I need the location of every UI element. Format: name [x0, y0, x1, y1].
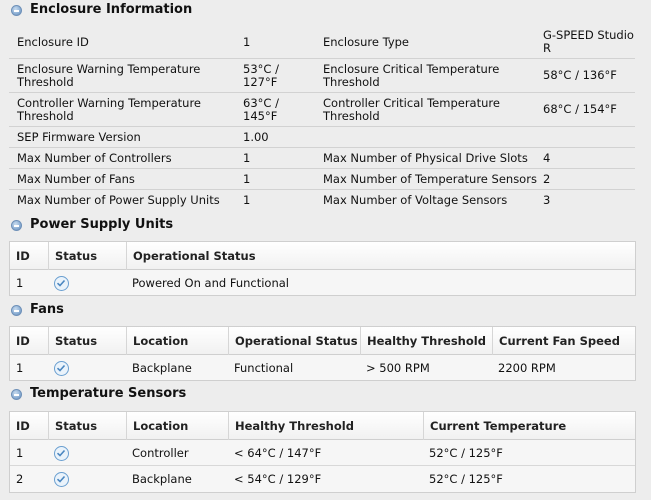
cell-location: Backplane — [132, 361, 192, 375]
info-label: Controller Critical Temperature Threshold — [323, 95, 500, 123]
section-title: Power Supply Units — [30, 217, 174, 232]
info-row — [9, 190, 635, 211]
info-value: 1 — [243, 193, 251, 207]
column-header[interactable]: Status — [48, 242, 126, 270]
cell-healthy-threshold: < 54°C / 129°F — [234, 472, 322, 486]
info-value — [543, 127, 635, 147]
column-header[interactable]: Status — [48, 327, 126, 355]
info-label: Enclosure Critical Temperature Threshold — [323, 61, 500, 89]
cell-status — [48, 466, 126, 492]
column-header[interactable]: Operational Status — [228, 327, 360, 355]
cell-status — [48, 270, 126, 296]
section-fans[interactable] — [0, 300, 651, 322]
table-header — [10, 327, 635, 355]
table-row[interactable] — [10, 270, 635, 296]
info-value: 68°C / 154°F — [543, 102, 617, 116]
check-circle-icon — [54, 472, 69, 487]
info-row — [9, 127, 635, 148]
cell-id: 1 — [16, 276, 24, 290]
psu-table — [9, 241, 636, 296]
info-label: Enclosure Type — [323, 34, 410, 49]
column-header[interactable]: Location — [126, 412, 228, 440]
info-row — [9, 148, 635, 169]
section-title: Enclosure Information — [30, 2, 193, 17]
info-value: 4 — [543, 150, 551, 165]
info-label: Max Number of Temperature Sensors — [323, 171, 537, 186]
section-temperature-sensors[interactable] — [0, 384, 651, 406]
info-row — [9, 93, 635, 127]
collapse-icon[interactable] — [11, 389, 22, 400]
info-row — [9, 59, 635, 93]
info-value: 1 — [243, 34, 251, 49]
info-label: Enclosure ID — [17, 34, 89, 49]
column-header[interactable]: Healthy Threshold — [228, 412, 423, 440]
collapse-icon[interactable] — [11, 5, 22, 16]
info-value: 58°C / 136°F — [543, 68, 617, 82]
section-enclosure-information[interactable] — [0, 0, 651, 22]
cell-healthy-threshold: < 64°C / 147°F — [234, 446, 322, 460]
cell-id: 1 — [16, 361, 24, 375]
table-row[interactable] — [10, 355, 635, 381]
cell-current-temperature: 52°C / 125°F — [429, 446, 503, 460]
cell-operational-status: Functional — [234, 361, 294, 375]
cell-status — [48, 440, 126, 466]
cell-current-fan-speed: 2200 RPM — [498, 361, 556, 375]
table-header — [10, 412, 635, 440]
info-value: 1 — [243, 150, 251, 165]
cell-location: Backplane — [132, 472, 192, 486]
check-circle-icon — [54, 276, 69, 291]
column-header[interactable]: Healthy Threshold — [360, 327, 492, 355]
column-header[interactable]: ID — [16, 419, 30, 433]
cell-id: 2 — [16, 472, 24, 486]
table-row[interactable] — [10, 466, 635, 492]
info-label: Max Number of Fans — [17, 171, 135, 186]
column-header[interactable]: Status — [48, 412, 126, 440]
fans-table — [9, 326, 636, 381]
info-label: SEP Firmware Version — [17, 129, 141, 144]
collapse-icon[interactable] — [11, 220, 22, 231]
info-label — [323, 127, 538, 147]
table-header — [10, 242, 635, 270]
info-label: Max Number of Controllers — [17, 150, 172, 165]
cell-healthy-threshold: > 500 RPM — [366, 361, 430, 375]
cell-status — [48, 355, 126, 381]
info-label: Max Number of Power Supply Units — [17, 193, 220, 207]
info-value: G-SPEED Studio R — [543, 28, 634, 55]
section-title: Fans — [30, 302, 64, 317]
info-value: 3 — [543, 193, 551, 207]
check-circle-icon — [54, 361, 69, 376]
column-header[interactable]: Operational Status — [126, 242, 636, 270]
collapse-icon[interactable] — [11, 305, 22, 316]
column-header[interactable]: Location — [126, 327, 228, 355]
check-circle-icon — [54, 446, 69, 461]
column-header[interactable]: ID — [16, 334, 30, 348]
info-value: 53°C / 127°F — [243, 61, 279, 89]
cell-id: 1 — [16, 446, 24, 460]
info-value: 1.00 — [243, 129, 269, 144]
column-header[interactable]: Current Fan Speed — [492, 327, 636, 355]
section-power-supply-units[interactable] — [0, 215, 651, 237]
column-header[interactable]: ID — [16, 249, 30, 263]
info-value: 63°C / 145°F — [243, 95, 279, 123]
info-label: Enclosure Warning Temperature Threshold — [17, 61, 201, 89]
table-row[interactable] — [10, 440, 635, 466]
column-header[interactable]: Current Temperature — [423, 412, 636, 440]
info-label: Max Number of Voltage Sensors — [323, 193, 508, 207]
cell-location: Controller — [132, 446, 189, 460]
info-value: 1 — [243, 171, 251, 186]
temperature-sensors-table — [9, 411, 636, 493]
info-value: 2 — [543, 171, 551, 186]
cell-operational-status: Powered On and Functional — [132, 276, 289, 290]
info-row — [9, 169, 635, 190]
info-label: Controller Warning Temperature Threshold — [17, 95, 202, 123]
info-label: Max Number of Physical Drive Slots — [323, 150, 528, 165]
cell-current-temperature: 52°C / 125°F — [429, 472, 503, 486]
section-title: Temperature Sensors — [30, 386, 187, 401]
info-row — [9, 26, 635, 59]
